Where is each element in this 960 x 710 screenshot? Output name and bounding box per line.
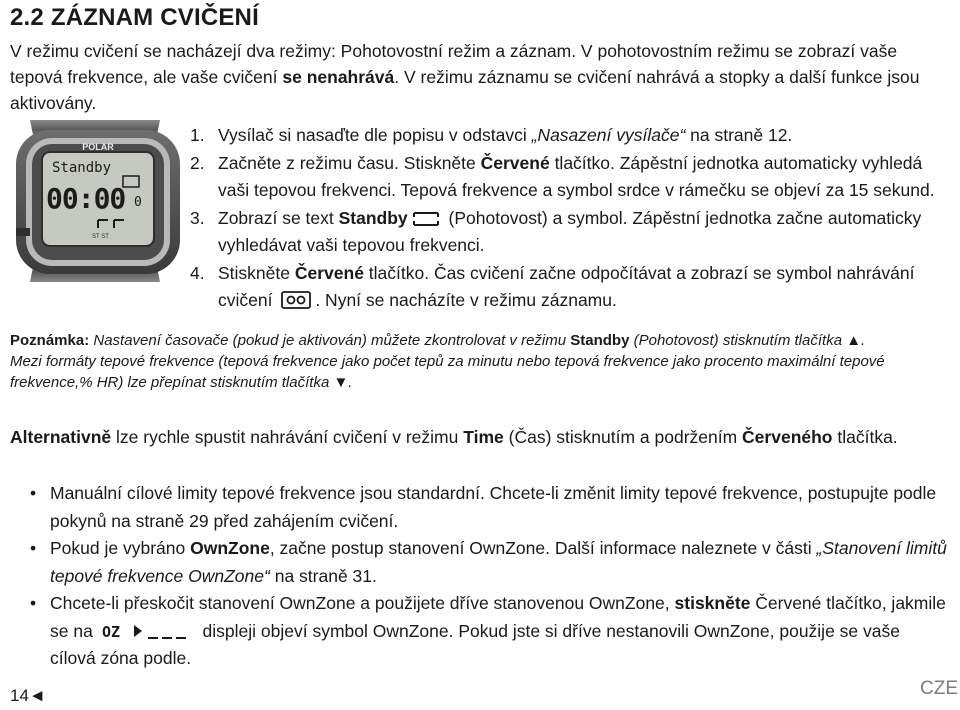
list-item: • Pokud je vybráno OwnZone, začne postup stanovení OwnZone. Další informace naleznete v části „Stanovení limitů tepové frekvence OwnZone“ na straně 31. bbox=[30, 538, 947, 586]
watch-illustration bbox=[10, 120, 186, 282]
language-label: CZE bbox=[920, 678, 958, 699]
step-item: 4. Stiskněte Červené tlačítko. Čas cvičení začne odpočítávat a zobrazí se symbol nahrávání cvičení . Nyní se nacházíte v režimu záznamu. bbox=[190, 262, 915, 310]
watch-mode-text: Standby bbox=[52, 160, 112, 176]
step-item: 1. Vysílač si nasaďte dle popisu v odstavci „Nasazení vysílače“ na straně 12. bbox=[190, 125, 793, 145]
page-arrow-icon: ◄ bbox=[28, 686, 46, 705]
alternative-paragraph: Alternativně lze rychle spustit nahrávání cvičení v režimu Time (Čas) stisknutím a podržením Červeného tlačítka. bbox=[10, 427, 898, 447]
watch-brand: POLAR bbox=[82, 142, 114, 152]
step-item: 3. Zobrazí se text Standby (Pohotovost) a symbol. Zápěstní jednotka začne automaticky vyhledávat vaši tepovou frekvenci. bbox=[190, 207, 922, 255]
standby-frame-icon bbox=[412, 211, 440, 227]
bullet-list bbox=[30, 480, 950, 673]
page-number: 14◄ bbox=[10, 686, 46, 705]
watch-time: 00:00 bbox=[46, 182, 126, 215]
note-line: Mezi formáty tepové frekvence (tepová frekvence jako počet tepů za minutu nebo tepová frekvence jako procento maximální tepové frekvence,% HR) lze přepínat stisknutím tlačítka ▼. bbox=[10, 353, 885, 391]
step-item: 2. Začněte z režimu času. Stiskněte Červené tlačítko. Zápěstní jednotka automaticky vyhledá vaši tepovou frekvenci. Tepová frekvence a symbol srdce v rámečku se objeví za 15 sekund. bbox=[190, 152, 935, 200]
watch-button-icon bbox=[16, 228, 30, 236]
note-line: Poznámka: Nastavení časovače (pokud je aktivován) můžete zkontrolovat v režimu Standby (Pohotovost) stisknutím tlačítka ▲. bbox=[10, 332, 866, 349]
steps-list bbox=[190, 122, 950, 315]
recording-icon bbox=[281, 291, 311, 309]
watch-time-small: 0 bbox=[134, 195, 142, 210]
svg-text:OZ: OZ bbox=[101, 622, 120, 640]
note-block bbox=[10, 330, 950, 393]
list-item: • Manuální cílové limity tepové frekvence jsou standardní. Chcete-li změnit limity tepové frekvence, postupujte podle pokynů na straně 29 před zahájením cvičení. bbox=[30, 483, 937, 531]
watch-small-text: ST ST bbox=[92, 234, 109, 240]
list-item: • Chcete-li přeskočit stanovení OwnZone a použijete dříve stanovenou OwnZone, stiskněte Červené tlačítko, jakmile se na OZ displeji objeví symbol OwnZone. Pokud jste si dříve nestanovili OwnZone, použije se vaše cílová zóna podle. bbox=[30, 593, 946, 668]
intro-paragraph: V režimu cvičení se nacházejí dva režimy: Pohotovostní režim a záznam. V pohotovostním režimu se zobrazí vaše tepová frekvence, ale vaše cvičení se nenahrává. V režimu záznamu se cvičení nahrává a stopky a další funkce jsou aktivovány. bbox=[10, 41, 920, 113]
section-heading: 2.2 ZÁZNAM CVIČENÍ bbox=[10, 4, 259, 31]
ownzone-symbol-icon bbox=[102, 622, 194, 640]
